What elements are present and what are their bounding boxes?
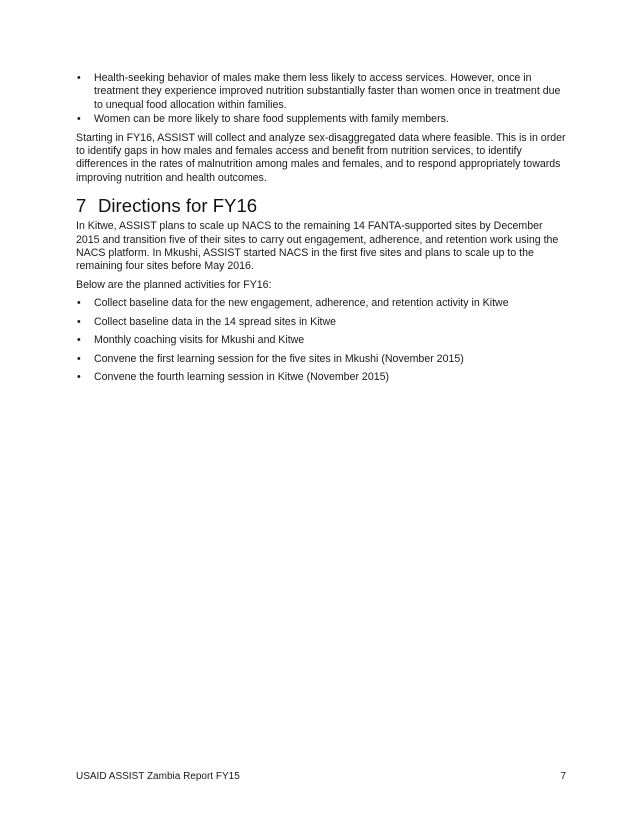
- list-item-text: Monthly coaching visits for Mkushi and Kitwe: [94, 334, 305, 347]
- list-item: [76, 72, 566, 112]
- paragraph-sex-disaggregated: Starting in FY16, ASSIST will collect and analyze sex-disaggregated data where feasible. This is in order to identify gaps in how males and females access and benefit from nutrition services, to identify differences in the rates of malnutrition among males and females, and to respond appropriately towards improving nutrition and health outcomes.: [76, 131, 566, 184]
- list-item-text: Convene the fourth learning session in Kitwe (November 2015): [94, 370, 390, 383]
- list-item: [76, 353, 566, 366]
- footer-report-title: USAID ASSIST Zambia Report FY15: [76, 771, 240, 782]
- bullet-icon: •: [77, 113, 81, 126]
- page-footer: [76, 771, 566, 783]
- section-title: Directions for FY16: [98, 195, 258, 217]
- list-item: [76, 334, 566, 347]
- bullet-icon: •: [77, 297, 81, 310]
- activities-intro: Below are the planned activities for FY16:: [76, 278, 272, 291]
- bullet-icon: •: [77, 72, 81, 84]
- top-bullet-list: [76, 72, 566, 127]
- bullet-icon: •: [77, 370, 81, 383]
- list-item: [76, 297, 566, 310]
- list-item: [76, 371, 566, 384]
- list-item-text: Collect baseline data in the 14 spread sites in Kitwe: [94, 315, 337, 328]
- list-item: [76, 113, 566, 126]
- section-heading: [76, 195, 566, 217]
- activities-list: [76, 297, 566, 384]
- paragraph-kitwe-mkushi: In Kitwe, ASSIST plans to scale up NACS to the remaining 14 FANTA-supported sites by December 2015 and transition five of their sites to carry out engagement, adherence, and retention work using the NACS platform. In Mkushi, ASSIST started NACS in the first five sites and plans to scale up to the remaining four sites before May 2016.: [76, 220, 559, 273]
- list-item: [76, 316, 566, 329]
- bullet-icon: •: [77, 352, 81, 365]
- bullet-icon: •: [77, 334, 81, 347]
- list-item-text: Women can be more likely to share food supplements with family members.: [94, 113, 449, 126]
- section-number: 7: [76, 195, 87, 217]
- bullet-icon: •: [77, 315, 81, 328]
- list-item-text: Convene the first learning session for the five sites in Mkushi (November 2015): [94, 352, 464, 365]
- list-item-text: Collect baseline data for the new engagement, adherence, and retention activity in Kitwe: [94, 297, 509, 310]
- footer-page-number: 7: [560, 771, 566, 782]
- list-item-text: Health-seeking behavior of males make them less likely to access services. However, once in treatment they experience improved nutrition substantially faster than women once in treatment due to unequal food allocation within families.: [94, 72, 561, 111]
- document-page: [76, 72, 566, 384]
